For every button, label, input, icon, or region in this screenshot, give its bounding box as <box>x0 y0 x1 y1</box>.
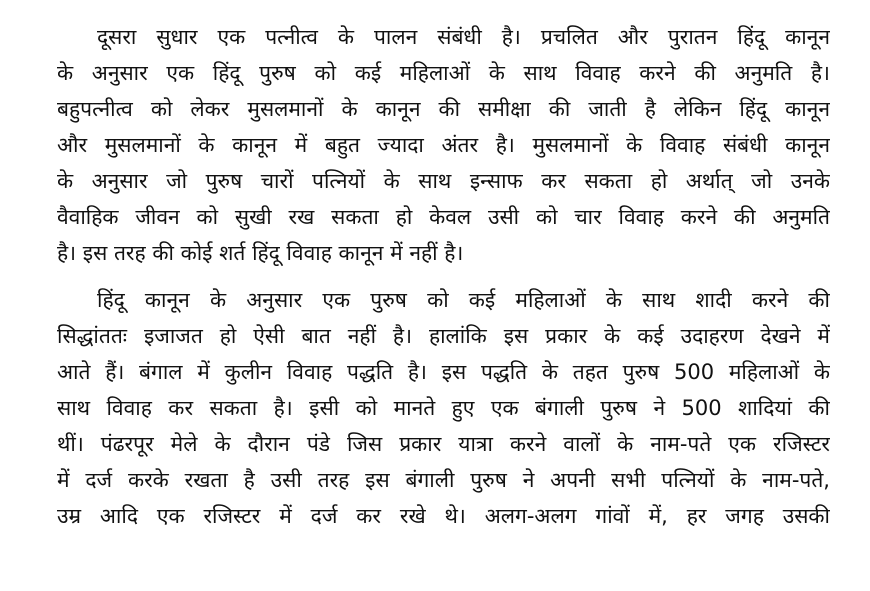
text-line: में दर्ज करके रखता है उसी तरह इस बंगाली पुरुष ने अपनी सभी पत्नियों के नाम-पते, <box>57 468 830 492</box>
text-line: के अनुसार एक हिंदू पुरुष को कई महिलाओं के साथ विवाह करने की अनुमति है। <box>57 61 830 85</box>
text-line: बहुपत्नीत्व को लेकर मुसलमानों के कानून की समीक्षा की जाती है लेकिन हिंदू कानून <box>57 97 830 121</box>
text-line: सिद्धांततः इजाजत हो ऐसी बात नहीं है। हालांकि इस प्रकार के कई उदाहरण देखने में <box>57 324 830 348</box>
text-line: साथ विवाह कर सकता है। इसी को मानते हुए एक बंगाली पुरुष ने 500 शादियां की <box>57 396 830 420</box>
text-line: वैवाहिक जीवन को सुखी रख सकता हो केवल उसी को चार विवाह करने की अनुमति <box>57 205 830 229</box>
text-line: दूसरा सुधार एक पत्नीत्व के पालन संबंधी है। प्रचलित और पुरातन हिंदू कानून <box>97 25 830 49</box>
text-line: के अनुसार जो पुरुष चारों पत्नियों के साथ इन्साफ कर सकता हो अर्थात् जो उनके <box>57 169 830 193</box>
text-line: आते हैं। बंगाल में कुलीन विवाह पद्धति है। इस पद्धति के तहत पुरुष 500 महिलाओं के <box>57 360 830 384</box>
text-line: उम्र आदि एक रजिस्टर में दर्ज कर रखे थे। अलग-अलग गांवों में, हर जगह उसकी <box>57 504 830 528</box>
text-line: हिंदू कानून के अनुसार एक पुरुष को कई महिलाओं के साथ शादी करने की <box>97 288 830 312</box>
text-line: और मुसलमानों के कानून में बहुत ज्यादा अंतर है। मुसलमानों के विवाह संबंधी कानून <box>57 133 830 157</box>
text-line: थीं। पंढरपूर मेले के दौरान पंडे जिस प्रकार यात्रा करने वालों के नाम-पते एक रजिस्टर <box>57 432 830 456</box>
text-line: है। इस तरह की कोई शर्त हिंदू विवाह कानून में नहीं है। <box>57 241 464 265</box>
